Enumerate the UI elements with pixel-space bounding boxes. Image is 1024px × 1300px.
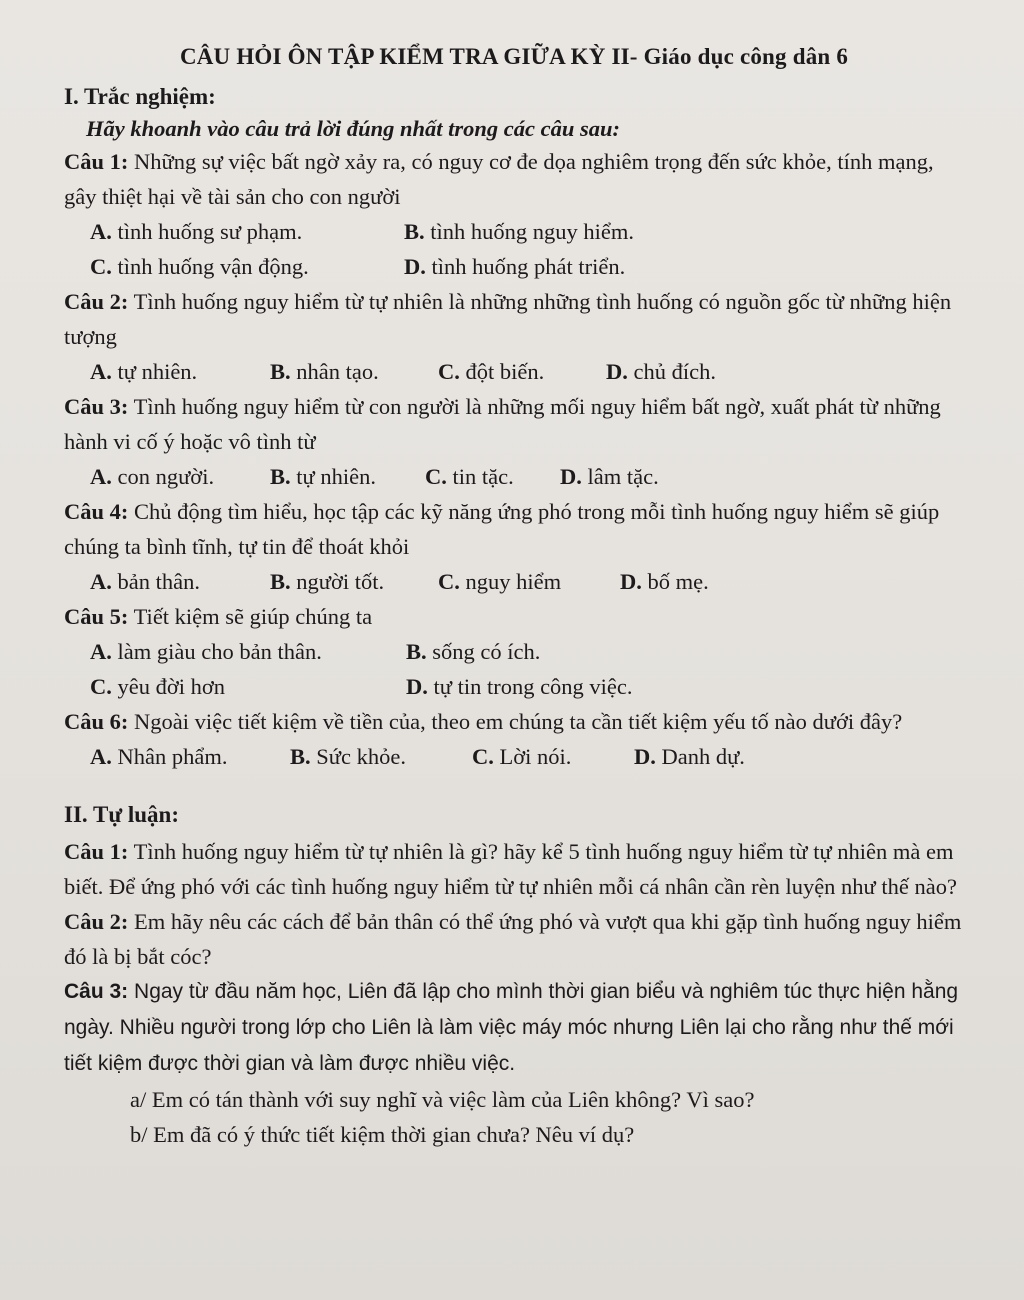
option-b: B. người tốt. [270, 569, 385, 594]
option-b: B. tự nhiên. [270, 464, 376, 489]
options-row [90, 354, 964, 389]
question-label: Câu 1: [64, 839, 129, 864]
option-d: D. tự tin trong công việc. [406, 674, 633, 699]
section-1-heading: I. Trắc nghiệm: [64, 84, 216, 109]
option-c: C. tin tặc. [425, 464, 514, 489]
question-label: Câu 6: [64, 709, 129, 734]
option-c: C. tình huống vận động. [90, 254, 309, 279]
mc-question [64, 704, 964, 739]
page-title: CÂU HỎI ÔN TẬP KIỂM TRA GIỮA KỲ II- Giáo dục công dân 6 [179, 44, 849, 69]
question-text: Những sự việc bất ngờ xảy ra, có nguy cơ đe dọa nghiêm trọng đến sức khỏe, tính mạng, gây thiệt hại về tài sản cho con người [64, 149, 934, 209]
option-d: D. bố mẹ. [620, 569, 709, 594]
option-a: A. tình huống sư phạm. [90, 219, 303, 244]
option-d: D. chủ đích. [606, 359, 716, 384]
options-row [90, 564, 964, 599]
option-c: C. nguy hiểm [438, 569, 562, 594]
question-text: Em hãy nêu các cách để bản thân có thể ứng phó và vượt qua khi gặp tình huống nguy hiểm đó là bị bắt cóc? [64, 909, 962, 969]
option-b: B. nhân tạo. [270, 359, 379, 384]
essay-question [64, 904, 964, 974]
option-a: A. Nhân phẩm. [90, 744, 228, 769]
question-label: Câu 1: [64, 149, 129, 174]
options-row [90, 214, 964, 249]
mc-question [64, 284, 964, 354]
options-row [90, 739, 964, 774]
question-label: Câu 3: [64, 980, 129, 1003]
question-label: Câu 3: [64, 394, 129, 419]
options-row [90, 669, 964, 704]
question-label: Câu 4: [64, 499, 129, 524]
options-row [90, 249, 964, 284]
option-c: C. đột biến. [438, 359, 545, 384]
option-a: A. làm giàu cho bản thân. [90, 639, 322, 664]
question-label: Câu 5: [64, 604, 129, 629]
question-text: Tình huống nguy hiểm từ tự nhiên là những những tình huống có nguồn gốc từ những hiện tượng [64, 289, 952, 349]
option-b: B. sống có ích. [406, 639, 541, 664]
option-c: C. yêu đời hơn [90, 674, 226, 699]
question-text: Chủ động tìm hiểu, học tập các kỹ năng ứng phó trong mỗi tình huống nguy hiểm sẽ giúp chúng ta bình tĩnh, tự tin để thoát khỏi [64, 499, 940, 559]
option-b: B. Sức khỏe. [290, 744, 406, 769]
option-c: C. Lời nói. [472, 744, 572, 769]
mc-question [64, 599, 964, 634]
question-text: Ngoài việc tiết kiệm về tiền của, theo em chúng ta cần tiết kiệm yếu tố nào dưới đây? [128, 709, 903, 734]
options-row [90, 634, 964, 669]
option-d: D. lâm tặc. [560, 464, 659, 489]
instruction: Hãy khoanh vào câu trả lời đúng nhất trong các câu sau: [86, 116, 621, 141]
mc-question [64, 389, 964, 459]
option-b: B. tình huống nguy hiểm. [404, 219, 635, 244]
option-a: A. tự nhiên. [90, 359, 198, 384]
question-text: Tình huống nguy hiểm từ tự nhiên là gì? hãy kể 5 tình huống nguy hiểm từ tự nhiên mà em biết. Để ứng phó với các tình huống nguy hiểm từ tự nhiên mỗi cá nhân cần rèn luyện như thế nào? [64, 839, 957, 899]
question-text: Tiết kiệm sẽ giúp chúng ta [128, 604, 373, 629]
question-label: Câu 2: [64, 909, 129, 934]
essay-question [64, 974, 964, 1082]
sub-question-a: a/ Em có tán thành với suy nghĩ và việc làm của Liên không? Vì sao? [130, 1087, 755, 1112]
option-d: D. tình huống phát triển. [404, 254, 626, 279]
section-2-heading: II. Tự luận: [64, 802, 180, 827]
option-a: A. bản thân. [90, 569, 200, 594]
sub-question-b: b/ Em đã có ý thức tiết kiệm thời gian chưa? Nêu ví dụ? [130, 1122, 635, 1147]
option-a: A. con người. [90, 464, 215, 489]
option-d: D. Danh dự. [634, 744, 745, 769]
mc-question [64, 144, 964, 214]
mc-question [64, 494, 964, 564]
essay-question [64, 834, 964, 904]
question-label: Câu 2: [64, 289, 129, 314]
options-row [90, 459, 964, 494]
question-text: Ngay từ đầu năm học, Liên đã lập cho mình thời gian biểu và nghiêm túc thực hiện hằng ngày. Nhiều người trong lớp cho Liên là làm việc máy móc nhưng Liên lại cho rằng như thế mới tiết kiệm được thời gian và làm được nhiều việc. [64, 980, 959, 1075]
question-text: Tình huống nguy hiểm từ con người là những mối nguy hiểm bất ngờ, xuất phát từ những hành vi cố ý hoặc vô tình từ [64, 394, 941, 454]
